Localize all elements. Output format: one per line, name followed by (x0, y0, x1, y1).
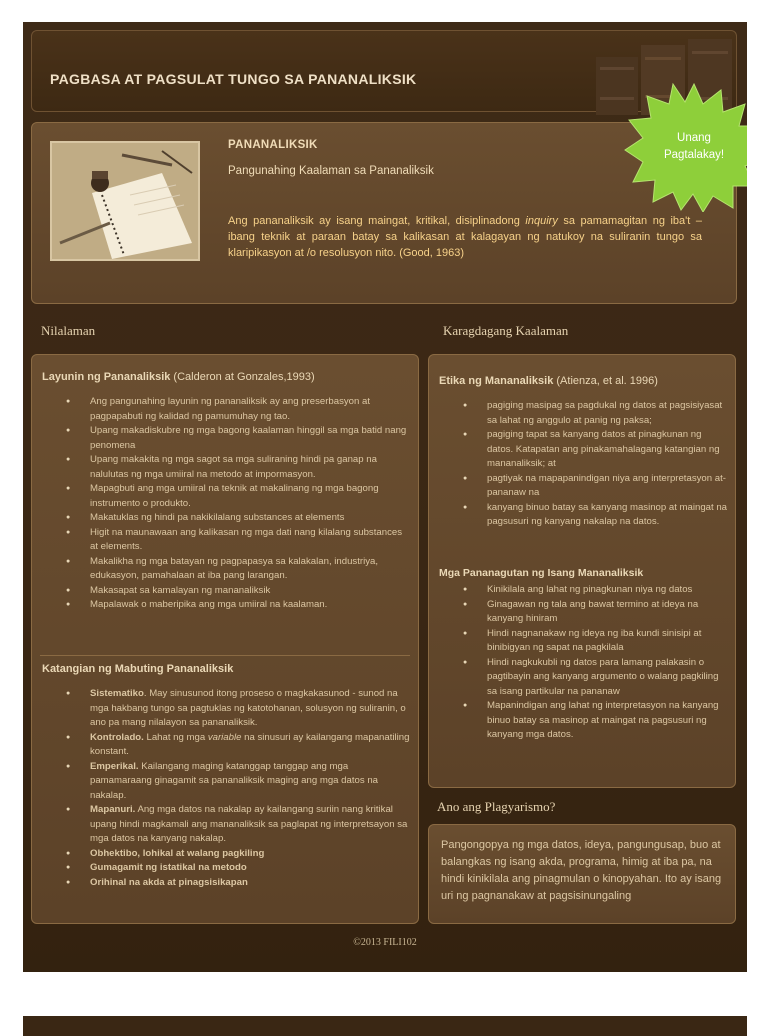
list-item: ● Kontrolado. Lahat ng mga variable na sinusuri ay kailangang mapanatiling konstant. (66, 731, 412, 760)
section-heading-left: Nilalaman (41, 323, 96, 338)
badge-text: Unang Pagtalakay! (663, 132, 725, 161)
section-heading-plagiarism: Ano ang Plagyarismo? (437, 799, 556, 814)
list-item: ● Orihinal na akda at pinagsisikapan (66, 876, 412, 891)
definition-text: Ang pananaliksik ay isang maingat, kritikal, disiplinadong inquiry sa pamamagitan ng iba't – ibang teknik at paraan batay sa kalikasan at kalagayan ng natukoy na suliranin tungo sa klaripikasyon at /o resolusyon nito. (Good, 1963) (228, 215, 702, 259)
footer: ©2013 FILI102 (353, 937, 417, 948)
right-panel (428, 354, 736, 788)
list-item: ● Kinikilala ang lahat ng pinagkunan niya ng datos (463, 583, 729, 598)
page (23, 22, 747, 972)
list-item: ● pagiging tapat sa kanyang datos at pinagkunan ng datos. Katapatan ang pinakamahalagang katangian ng mananaliksik; at (463, 428, 729, 472)
etika-heading: Etika ng Mananaliksik (Atienza, et al. 1996) (439, 375, 658, 387)
list-item: ● Sistematiko. May sinusunod itong proseso o magkakasunod - sunod na mga hakbang tungo sa pagtuklas ng katotohanan, solusyon ng suliranin, o ano pa mang nilalayon sa pananaliksik. (66, 687, 412, 731)
plagiarism-panel (428, 824, 736, 924)
list-item: ● Upang makakita ng mga sagot sa mga suliraning hindi pa ganap na nalulutas ng mga umiiral na metodo at impormasyon. (66, 453, 412, 482)
list-item: ● Hindi nagnanakaw ng ideya ng iba kundi sinisipi at binibigyan ng sapat na pagkilala (463, 627, 729, 656)
pananagutan-heading: Mga Pananagutan ng Isang Mananaliksik (439, 567, 644, 579)
divider (40, 655, 410, 656)
list-item: ● Emperikal. Kailangang maging katanggap tanggap ang mga pamamaraang ginagamit sa pananaliksik maging ang mga datos na nakalap. (66, 760, 412, 804)
list-item: ● Gumagamit ng istatikal na metodo (66, 861, 412, 876)
document-title: PAGBASA AT PAGSULAT TUNGO SA PANANALIKSIK (50, 71, 417, 87)
list-item: ● Makasapat sa kamalayan ng mananaliksik (66, 584, 412, 599)
intro-subheading: Pangunahing Kaalaman sa Pananaliksik (228, 165, 434, 177)
notebook-photo (50, 141, 200, 261)
list-item: ● Makatuklas ng hindi pa nakikilalang substances at elements (66, 511, 412, 526)
plagiarism-text: Pangongopya ng mga datos, ideya, pangungusap, buo at balangkas ng isang akda, programa, himig at iba pa, na hindi kinikilala ang pinagmulan o kinopyahan. Ito ay isang uri ng pagnanakaw at pagsisinungaling (441, 839, 722, 902)
etika-list (463, 399, 729, 530)
list-item: ● kanyang binuo batay sa kanyang masinop at maingat na pagsusuri ng kanyang nakalap na datos. (463, 501, 729, 530)
intro-heading: PANANALIKSIK (228, 139, 318, 151)
list-item: ● Hindi nagkukubli ng datos para lamang palakasin o pagtibayin ang kanyang argumento o walang pagkiling sa isang partikular na pananaw (463, 656, 729, 700)
list-item: ● Mapagbuti ang mga umiiral na teknik at makalinang ng mga bagong instrumento o produkto. (66, 482, 412, 511)
katangian-heading: Katangian ng Mabuting Pananaliksik (42, 663, 234, 675)
list-item: ● Ang pangunahing layunin ng pananaliksik ay ang preserbasyon at pagpapabuti ng kalidad ng pamumuhay ng tao. (66, 395, 412, 424)
definition-emphasis: inquiry (525, 215, 558, 227)
list-item: ● Obhektibo, lohikal at walang pagkiling (66, 847, 412, 862)
list-item: ● Mapanindigan ang lahat ng interpretasyon na kanyang binuo batay sa masinop at maingat na pagsusuri ng kanyang mga datos. (463, 699, 729, 743)
list-item: ● Higit na maunawaan ang kalikasan ng mga dati nang kilalang substances at elements. (66, 526, 412, 555)
pananagutan-list (463, 583, 729, 743)
layunin-heading: Layunin ng Pananaliksik (Calderon at Gonzales,1993) (42, 371, 315, 383)
list-item: ● Upang makadiskubre ng mga bagong kaalaman hinggil sa mga batid nang penomena (66, 424, 412, 453)
list-item: ● Makalikha ng mga batayan ng pagpapasya sa kalakalan, industriya, edukasyon, pamahalaan at iba pang larangan. (66, 555, 412, 584)
list-item: ● Mapanuri. Ang mga datos na nakalap ay kailangang suriin nang kritikal upang hindi magkamali ang mananaliksik sa paglapat ng interpretsayon sa mga datos na kanyang nakalap. (66, 803, 412, 847)
layunin-list (66, 395, 412, 613)
list-item: ● pagtiyak na mapapanindigan niya ang interpretasyon at- pananaw na (463, 472, 729, 501)
left-panel (31, 354, 419, 924)
next-page-edge (23, 1016, 747, 1036)
list-item: ● Ginagawan ng tala ang bawat termino at ideya na kanyang hiniram (463, 598, 729, 627)
list-item: ● Mapalawak o maberipika ang mga umiiral na kaalaman. (66, 598, 412, 613)
katangian-list (66, 687, 412, 890)
list-item: ● pagiging masipag sa pagdukal ng datos at pagsisiyasat sa lahat ng anggulo at panig ng paksa; (463, 399, 729, 428)
section-heading-right: Karagdagang Kaalaman (443, 323, 569, 338)
